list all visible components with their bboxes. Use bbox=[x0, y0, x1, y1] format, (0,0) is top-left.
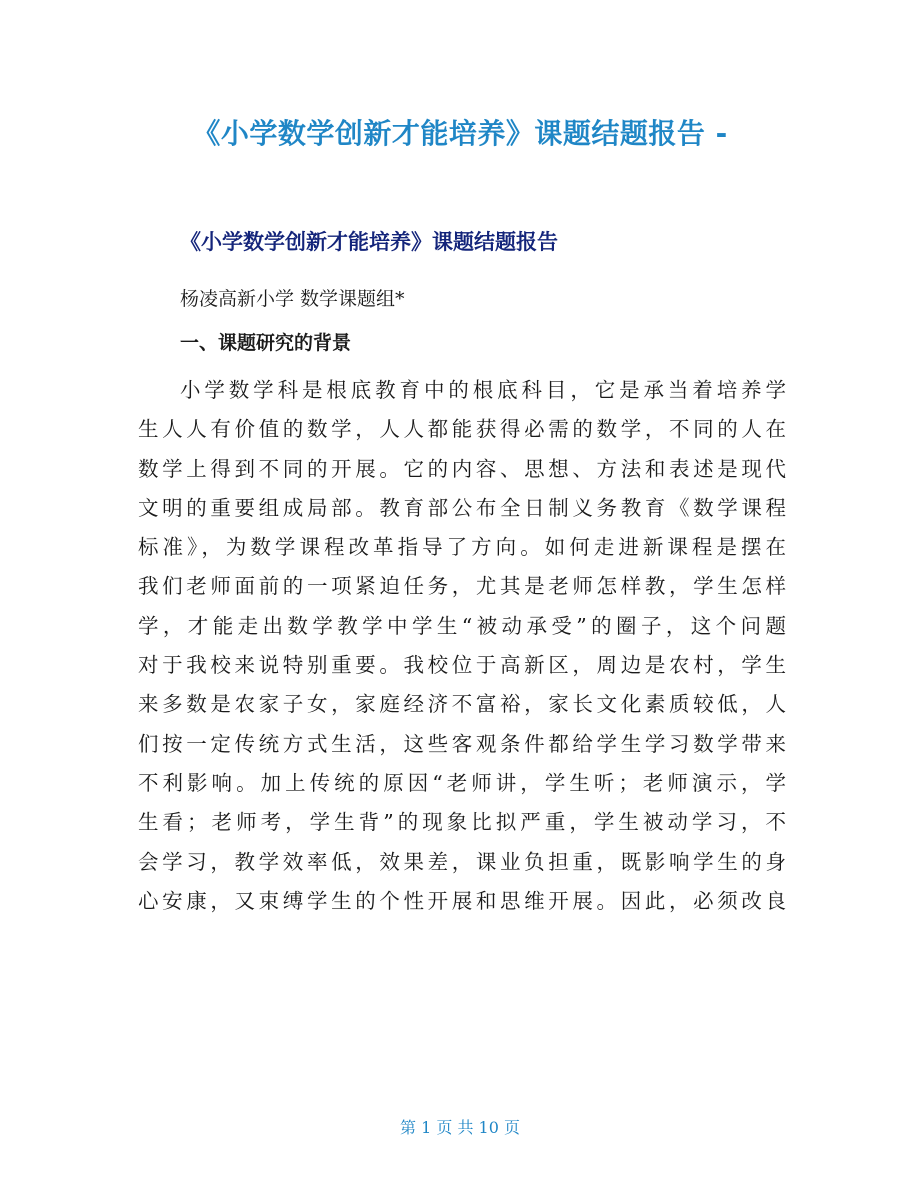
author-line: 杨凌高新小学 数学课题组* bbox=[180, 288, 405, 310]
body-line: 数学上得到不同的开展。它的内容、思想、方法和表述是现代 bbox=[138, 456, 786, 481]
body-line: 生人人有价值的数学，人人都能获得必需的数学，不同的人在 bbox=[138, 417, 786, 442]
page-footer: 第 1 页 共 10 页 bbox=[400, 1118, 520, 1137]
body-paragraph bbox=[138, 371, 786, 921]
body-line: 不利影响。加上传统的原因“老师讲，学生听；老师演示，学 bbox=[138, 770, 786, 795]
body-line: 标准》，为数学课程改革指导了方向。如何走进新课程是摆在 bbox=[138, 535, 786, 560]
body-line: 文明的重要组成局部。教育部公布全日制义务教育《数学课程 bbox=[138, 495, 786, 520]
body-line: 对于我校来说特别重要。我校位于高新区，周边是农村，学生 bbox=[138, 653, 786, 678]
body-line: 会学习，教学效率低，效果差，课业负担重，既影响学生的身 bbox=[138, 849, 786, 874]
section-heading: 一、课题研究的背景 bbox=[180, 332, 352, 354]
body-line: 学，才能走出数学教学中学生“被动承受”的圈子，这个问题 bbox=[138, 613, 786, 638]
body-line: 来多数是农家子女，家庭经济不富裕，家长文化素质较低，人 bbox=[138, 692, 786, 717]
body-line: 小学数学科是根底教育中的根底科目，它是承当着培养学 bbox=[180, 378, 786, 402]
body-line: 们按一定传统方式生活，这些客观条件都给学生学习数学带来 bbox=[138, 731, 786, 756]
document-title: 《小学数学创新才能培养》课题结题报告 - bbox=[192, 117, 728, 150]
report-subtitle: 《小学数学创新才能培养》课题结题报告 bbox=[180, 230, 558, 254]
body-line: 我们老师面前的一项紧迫任务，尤其是老师怎样教，学生怎样 bbox=[138, 574, 786, 599]
body-line: 生看；老师考，学生背”的现象比拟严重，学生被动学习，不 bbox=[138, 810, 786, 835]
body-line: 心安康，又束缚学生的个性开展和思维开展。因此，必须改良 bbox=[138, 888, 786, 913]
